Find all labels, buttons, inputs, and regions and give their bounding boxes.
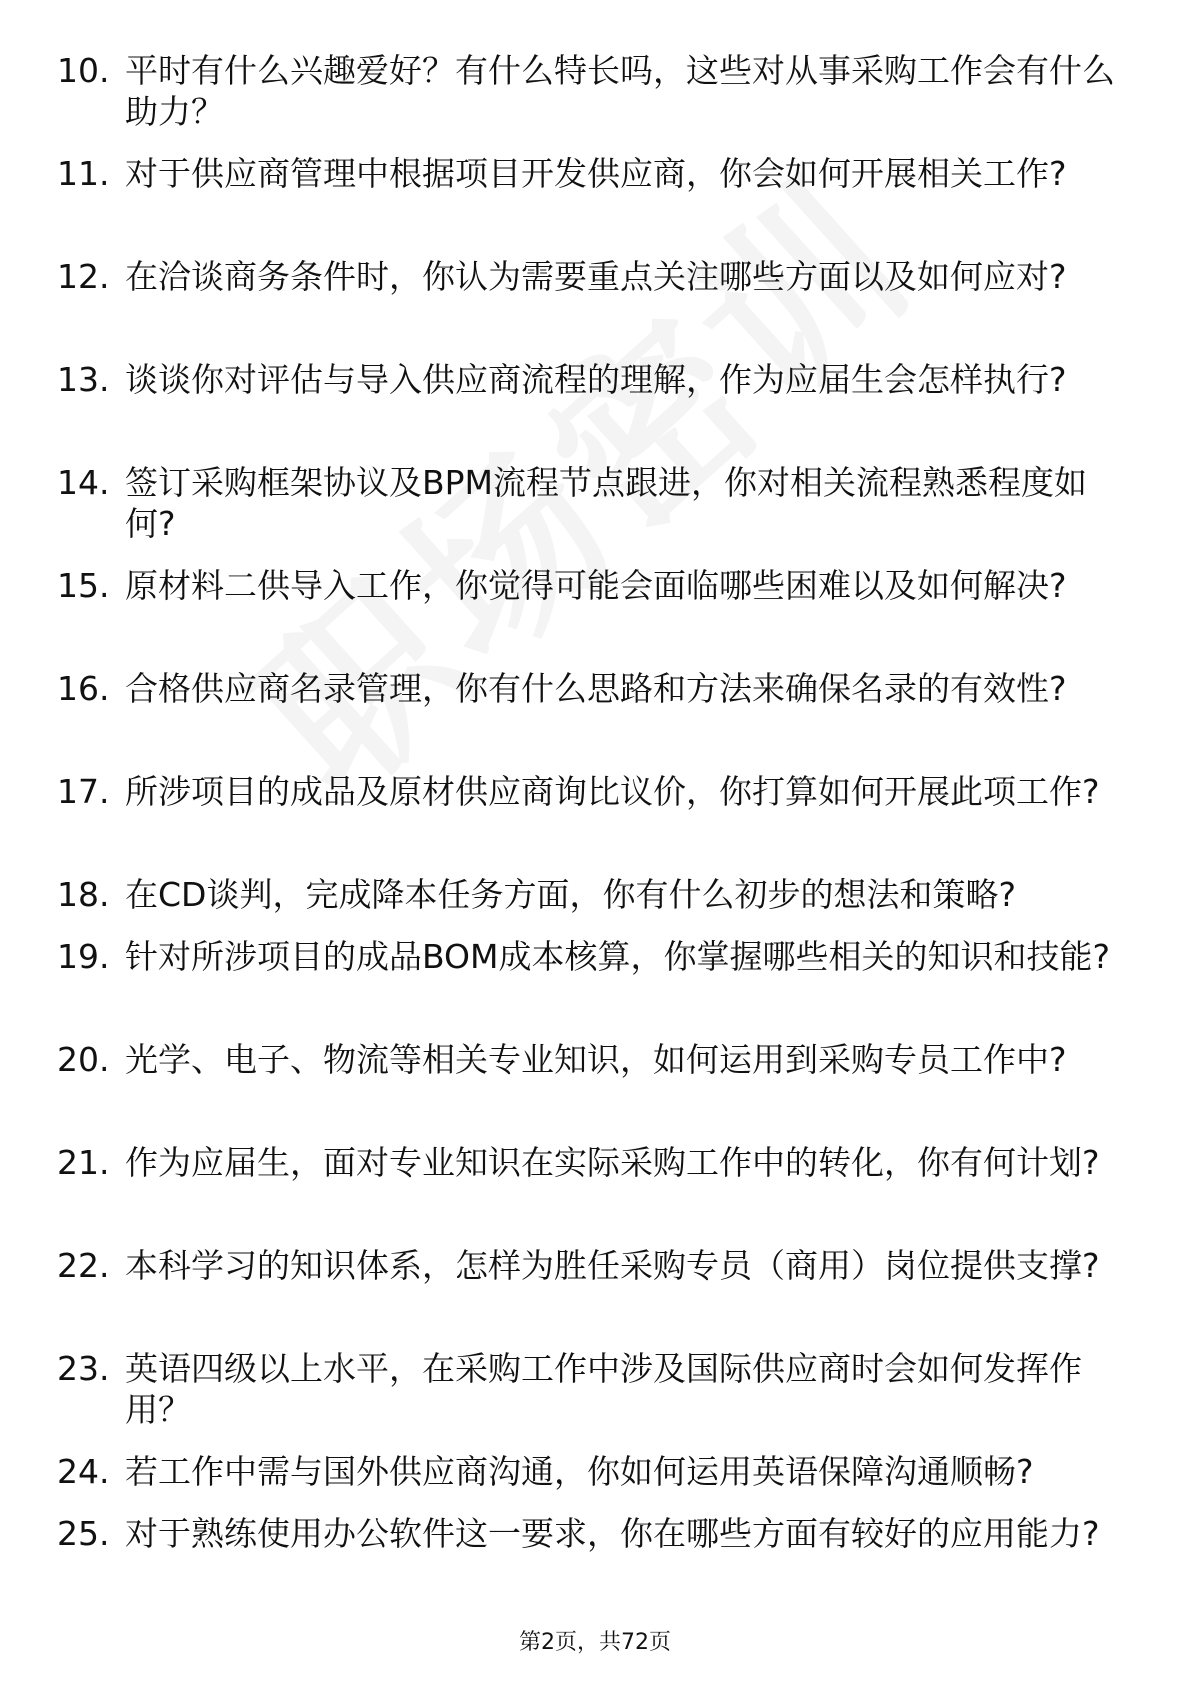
- item-text: 作为应届生，面对专业知识在实际采购工作中的转化，你有何计划?: [125, 1143, 1100, 1182]
- item-number: 14.: [57, 463, 110, 502]
- item-number: 10.: [57, 51, 110, 90]
- list-item: [0, 359, 1190, 462]
- item-text: 若工作中需与国外供应商沟通，你如何运用英语保障沟通顺畅?: [125, 1452, 1034, 1491]
- list-item: [0, 668, 1190, 771]
- list-item: [0, 153, 1190, 256]
- item-text: 在CD谈判，完成降本任务方面，你有什么初步的想法和策略?: [125, 875, 1016, 914]
- list-item: [0, 1513, 1190, 1616]
- item-text: 在洽谈商务条件时，你认为需要重点关注哪些方面以及如何应对?: [125, 257, 1067, 296]
- item-number: 24.: [57, 1452, 110, 1491]
- item-text: 光学、电子、物流等相关专业知识，如何运用到采购专员工作中?: [125, 1040, 1067, 1079]
- item-number: 12.: [57, 257, 110, 296]
- list-item: [0, 1039, 1190, 1142]
- list-item: [0, 771, 1190, 874]
- item-number: 23.: [57, 1349, 110, 1388]
- item-number: 16.: [57, 669, 110, 708]
- page-number: 第2页，共72页: [519, 1630, 671, 1655]
- item-text: 所涉项目的成品及原材供应商询比议价，你打算如何开展此项工作?: [125, 772, 1100, 811]
- item-number: 20.: [57, 1040, 110, 1079]
- item-number: 19.: [57, 937, 110, 976]
- item-text: 合格供应商名录管理，你有什么思路和方法来确保名录的有效性?: [125, 669, 1067, 708]
- item-text: 谈谈你对评估与导入供应商流程的理解，作为应届生会怎样执行?: [125, 360, 1067, 399]
- item-text: 对于供应商管理中根据项目开发供应商，你会如何开展相关工作?: [125, 154, 1067, 193]
- list-item: [0, 1142, 1190, 1245]
- item-text: 针对所涉项目的成品BOM成本核算，你掌握哪些相关的知识和技能?: [125, 937, 1111, 976]
- item-number: 17.: [57, 772, 110, 811]
- item-text: 本科学习的知识体系，怎样为胜任采购专员（商用）岗位提供支撑?: [125, 1246, 1100, 1285]
- question-list: [0, 50, 1190, 1616]
- list-item: [0, 936, 1190, 1039]
- list-item: [0, 1245, 1190, 1348]
- list-item: [0, 1348, 1190, 1451]
- list-item: [0, 462, 1190, 565]
- item-text: 平时有什么兴趣爱好？有什么特长吗，这些对从事采购工作会有什么助力？: [125, 51, 1115, 131]
- item-text: 英语四级以上水平，在采购工作中涉及国际供应商时会如何发挥作用？: [125, 1349, 1082, 1429]
- item-text: 签订采购框架协议及BPM流程节点跟进，你对相关流程熟悉程度如何?: [125, 463, 1088, 543]
- item-number: 18.: [57, 875, 110, 914]
- list-item: [0, 256, 1190, 359]
- item-number: 22.: [57, 1246, 110, 1285]
- item-number: 15.: [57, 566, 110, 605]
- item-text: 对于熟练使用办公软件这一要求，你在哪些方面有较好的应用能力?: [125, 1514, 1100, 1553]
- item-number: 21.: [57, 1143, 110, 1182]
- item-number: 11.: [57, 154, 110, 193]
- item-number: 25.: [57, 1514, 110, 1553]
- list-item: [0, 874, 1190, 936]
- list-item: [0, 50, 1190, 153]
- item-text: 原材料二供导入工作，你觉得可能会面临哪些困难以及如何解决?: [125, 566, 1067, 605]
- item-number: 13.: [57, 360, 110, 399]
- list-item: [0, 565, 1190, 668]
- list-item: [0, 1451, 1190, 1513]
